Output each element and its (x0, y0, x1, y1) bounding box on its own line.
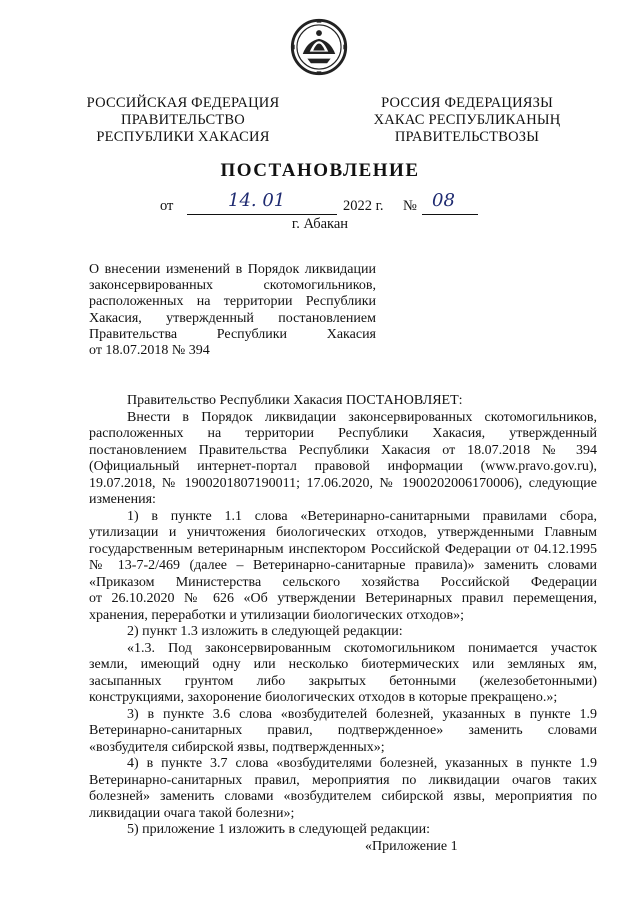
body-line: от 26.10.2020 № 626 «Об утверждении Ветеринарных правил перемещения, (89, 591, 597, 606)
body-line: ликвидации очага такой болезни»; (89, 805, 295, 821)
header-right-line: ХАКАС РЕСПУБЛИКАНЫҢ (373, 112, 561, 128)
body-line: Правительство Республики Хакасия ПОСТАНОВЛЯЕТ: (127, 393, 463, 408)
body-line: «Приложение 1 (365, 838, 458, 854)
subject-line: законсервированных скотомогильников, (89, 278, 376, 294)
body-line: утилизации и уничтожения биологических отходов, утвержденными Главным (89, 525, 597, 540)
republic-khakassia-emblem-icon (290, 18, 348, 76)
handwritten-date: 14. 01 (228, 190, 286, 211)
subject-line: Хакасия, утвержденный постановлением (89, 310, 376, 326)
date-underline (187, 214, 337, 215)
subject-line: от 18.07.2018 № 394 (89, 343, 210, 359)
body-line: Ветеринарно-санитарных правил, мероприятия по ликвидации очагов таких (89, 772, 597, 788)
body-line: 1) в пункте 1.1 слова «Ветеринарно-санитарными правилами сбора, (127, 508, 597, 524)
body-line: болезней» заменить словами «возбудителем сибирской язвы, мероприятия по (89, 789, 597, 804)
subject-line: Правительства Республики Хакасия (89, 326, 376, 342)
body-line: 4) в пункте 3.7 слова «возбудителями болезней, указанных в пункте 1.9 (127, 756, 597, 771)
subject-line: расположенных на территории Республики (89, 294, 376, 310)
number-label: № (403, 198, 417, 214)
body-line: расположенных на территории Республики Хакасия, утвержденный (89, 426, 597, 441)
body-line: Ветеринарно-санитарных правил, подтвержденное» заменить словами (89, 723, 597, 738)
header-left-line: РОССИЙСКАЯ ФЕДЕРАЦИЯ (86, 95, 280, 111)
body-line: постановлением Правительства Республики Хакасия от 18.07.2018 № 394 (89, 442, 597, 458)
body-line: Внести в Порядок ликвидации законсервированных скотомогильников, (127, 409, 597, 425)
date-prefix: от (160, 198, 174, 214)
body-line: конструкциями, захоронение биологических отходов в которые прекращено.»; (89, 690, 558, 705)
date-year: 2022 г. (343, 198, 384, 214)
body-line: земли, имеющий одну или несколько биотермических или земляных ям, (89, 657, 597, 672)
handwritten-number: 08 (432, 190, 455, 211)
subject-block (89, 262, 376, 359)
city: г. Абакан (291, 216, 349, 232)
body-text (89, 393, 597, 855)
body-line: 3) в пункте 3.6 слова «возбудителей болезней, указанных в пункте 1.9 (127, 706, 597, 722)
header-right-block (362, 95, 572, 146)
header-left-block (78, 95, 288, 146)
body-line: «Приказом Министерства сельского хозяйства Российской Федерации (89, 574, 597, 590)
body-line: № 13-7-2/469 (далее – Ветеринарно-санитарные правила)» заменить словами (89, 558, 597, 573)
document-title: ПОСТАНОВЛЕНИЕ (220, 160, 420, 181)
body-line: «возбудителя сибирской язвы, подтвержденных»; (89, 739, 385, 755)
body-line: (Официальный интернет-портал правовой информации (www.pravo.gov.ru), (89, 459, 597, 474)
body-line: засыпанных грунтом либо закрытых бетонными (железобетонными) (89, 673, 597, 689)
body-line: 2) пункт 1.3 изложить в следующей редакции: (127, 624, 403, 639)
number-underline (422, 214, 478, 215)
body-line: хранения, переработки и утилизации биологических отходов»; (89, 607, 465, 623)
header-right-line: РОССИЯ ФЕДЕРАЦИЯЗЫ (381, 95, 553, 111)
header-left-line: ПРАВИТЕЛЬСТВО (121, 112, 245, 128)
body-line: 19.07.2018, № 1900201807190011; 17.06.2020, № 1900202006170006), следующие (89, 475, 597, 491)
body-line: «1.3. Под законсервированным скотомогильником понимается участок (127, 640, 597, 656)
body-line: государственным ветеринарным инспектором Российской Федерации от 04.12.1995 (89, 541, 597, 557)
subject-line: О внесении изменений в Порядок ликвидации (89, 262, 376, 277)
header-left-line: РЕСПУБЛИКИ ХАКАСИЯ (96, 129, 270, 145)
header-right-line: ПРАВИТЕЛЬСТВОЗЫ (394, 129, 540, 145)
body-line: изменения: (89, 492, 156, 507)
body-line: 5) приложение 1 изложить в следующей редакции: (127, 822, 430, 837)
